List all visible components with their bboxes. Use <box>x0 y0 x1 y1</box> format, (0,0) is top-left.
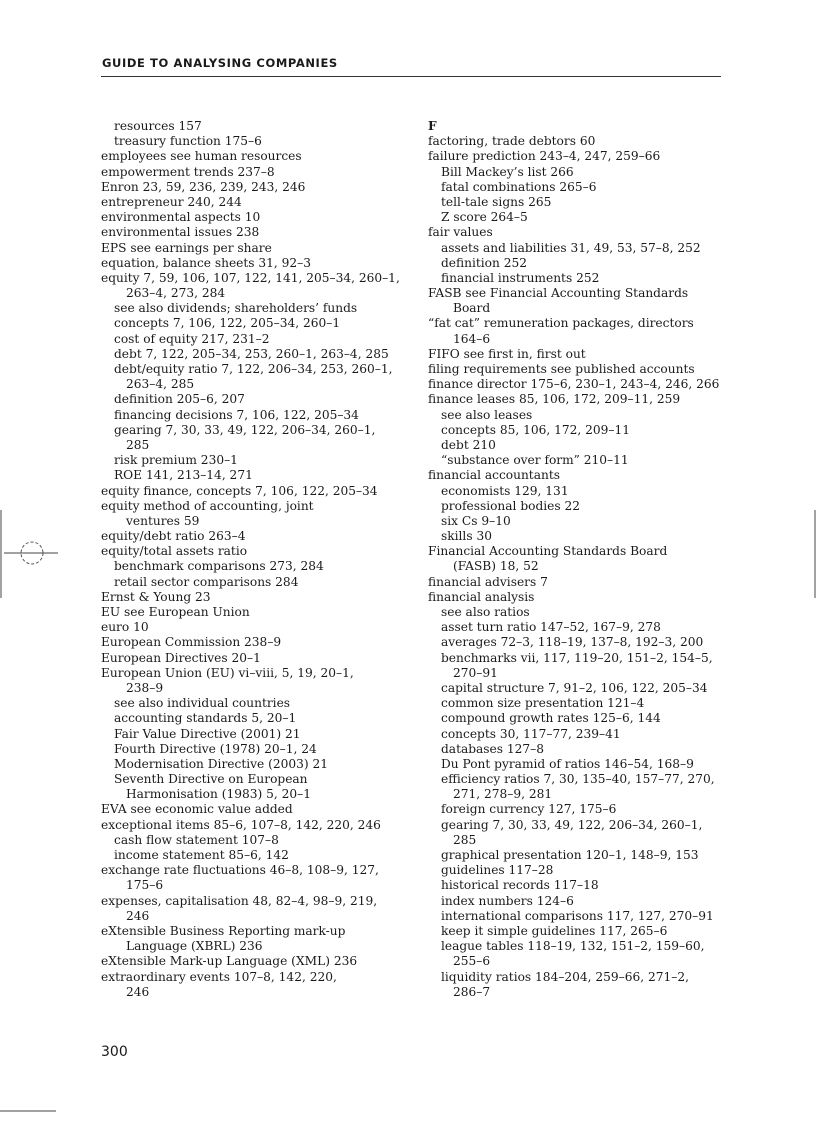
index-entry: treasury function 175–6 <box>114 134 262 149</box>
index-entry: 285 <box>453 832 477 847</box>
index-entry: environmental aspects 10 <box>101 210 261 225</box>
index-entry: eXtensible Business Reporting mark-up <box>101 923 346 938</box>
index-entry: concepts 85, 106, 172, 209–11 <box>441 422 631 437</box>
index-entry: asset turn ratio 147–52, 167–9, 278 <box>441 620 661 635</box>
index-entry: expenses, capitalisation 48, 82–4, 98–9, 219, <box>101 893 378 908</box>
index-entry: compound growth rates 125–6, 144 <box>441 711 661 726</box>
index-entry: EVA see economic value added <box>101 802 293 817</box>
index-entry: risk premium 230–1 <box>114 453 238 468</box>
index-entry: 255–6 <box>453 954 491 969</box>
index-entry: 270–91 <box>453 665 498 680</box>
index-entry: see also ratios <box>441 605 530 619</box>
index-entry: graphical presentation 120–1, 148–9, 153 <box>441 848 699 862</box>
index-entry: league tables 118–19, 132, 151–2, 159–60, <box>441 939 705 954</box>
index-entry: Modernisation Directive (2003) 21 <box>114 756 328 771</box>
index-entry: resources 157 <box>114 119 202 133</box>
index-entry: concepts 7, 106, 122, 205–34, 260–1 <box>114 316 341 331</box>
index-entry: Du Pont pyramid of ratios 146–54, 168–9 <box>441 756 694 771</box>
index-entry: averages 72–3, 118–19, 137–8, 192–3, 200 <box>441 635 704 650</box>
index-entry: definition 205–6, 207 <box>114 392 245 407</box>
index-entry: Bill Mackey’s list 266 <box>441 164 574 179</box>
index-entry: ROE 141, 213–14, 271 <box>114 468 253 483</box>
index-entry: index numbers 124–6 <box>441 893 574 908</box>
index-entry: Language (XBRL) 236 <box>126 939 263 954</box>
index-entry: environmental issues 238 <box>101 225 260 240</box>
index-entry: EPS see earnings per share <box>101 240 272 255</box>
page-number: 300 <box>101 1044 128 1060</box>
index-entry: income statement 85–6, 142 <box>114 848 289 862</box>
index-entry: finance leases 85, 106, 172, 209–11, 259 <box>428 392 681 407</box>
index-entry: six Cs 9–10 <box>441 513 511 528</box>
index-entry: factoring, trade debtors 60 <box>428 134 596 149</box>
index-entry: equity 7, 59, 106, 107, 122, 141, 205–34, 260–1, <box>101 270 400 285</box>
index-entry: gearing 7, 30, 33, 49, 122, 206–34, 260–1, <box>441 817 703 832</box>
index-entry: 285 <box>126 437 150 452</box>
running-header: GUIDE TO ANALYSING COMPANIES <box>102 56 338 70</box>
index-entry: foreign currency 127, 175–6 <box>441 802 617 817</box>
index-entry: financial instruments 252 <box>441 270 600 285</box>
index-entry: EU see European Union <box>101 605 250 619</box>
index-entry: Fair Value Directive (2001) 21 <box>114 726 301 741</box>
index-entry: common size presentation 121–4 <box>441 696 645 711</box>
header-rule <box>101 76 721 77</box>
index-entry: finance director 175–6, 230–1, 243–4, 246, 266 <box>428 377 720 392</box>
index-entry: economists 129, 131 <box>441 483 569 498</box>
index-entry: fair values <box>428 225 493 240</box>
index-entry: tell-tale signs 265 <box>441 194 552 209</box>
index-entry: gearing 7, 30, 33, 49, 122, 206–34, 260–1, <box>114 422 376 437</box>
index-entry: debt/equity ratio 7, 122, 206–34, 253, 260–1, <box>114 362 393 376</box>
index-entry: financial analysis <box>428 589 535 604</box>
index-column-left <box>101 119 401 1000</box>
index-entry: filing requirements see published accounts <box>428 362 695 376</box>
index-entry: equity finance, concepts 7, 106, 122, 205–34 <box>101 483 378 498</box>
index-entry: debt 7, 122, 205–34, 253, 260–1, 263–4, 285 <box>114 346 389 361</box>
index-entry: capital structure 7, 91–2, 106, 122, 205–34 <box>441 680 708 695</box>
index-entry: keep it simple guidelines 117, 265–6 <box>441 923 668 938</box>
index-entry: professional bodies 22 <box>441 498 581 513</box>
index-entry: equity/total assets ratio <box>101 544 248 559</box>
index-entry: financing decisions 7, 106, 122, 205–34 <box>114 407 359 422</box>
index-entry: cash flow statement 107–8 <box>114 832 279 847</box>
index-entry: cost of equity 217, 231–2 <box>114 331 270 346</box>
index-entry: euro 10 <box>101 620 149 635</box>
index-entry: see also individual countries <box>114 696 291 711</box>
index-entry: benchmark comparisons 273, 284 <box>114 559 324 574</box>
index-entry: 164–6 <box>453 331 491 346</box>
index-entry: failure prediction 243–4, 247, 259–66 <box>428 149 661 164</box>
index-entry: (FASB) 18, 52 <box>453 559 539 574</box>
index-entry: debt 210 <box>441 437 496 452</box>
index-entry: European Directives 20–1 <box>101 650 261 665</box>
crop-mark-bottom-left <box>0 1108 60 1120</box>
index-entry: financial accountants <box>428 468 560 483</box>
index-entry: see also leases <box>441 407 533 422</box>
index-entry: efficiency ratios 7, 30, 135–40, 157–77, 270, <box>441 772 715 787</box>
index-entry: 263–4, 285 <box>126 377 195 392</box>
registration-mark <box>0 510 60 600</box>
index-entry: eXtensible Mark-up Language (XML) 236 <box>101 954 358 969</box>
index-entry: Harmonisation (1983) 5, 20–1 <box>126 787 311 802</box>
index-entry: skills 30 <box>441 529 492 544</box>
index-entry: benchmarks vii, 117, 119–20, 151–2, 154–5, <box>441 650 713 665</box>
index-entry: exchange rate fluctuations 46–8, 108–9, 127, <box>101 863 379 878</box>
index-entry: definition 252 <box>441 255 528 270</box>
index-entry: equity method of accounting, joint <box>101 498 314 513</box>
index-entry: international comparisons 117, 127, 270–91 <box>441 908 714 923</box>
index-entry: financial advisers 7 <box>428 574 548 589</box>
index-entry: Fourth Directive (1978) 20–1, 24 <box>114 741 317 756</box>
index-entry: liquidity ratios 184–204, 259–66, 271–2, <box>441 969 690 984</box>
index-entry: extraordinary events 107–8, 142, 220, <box>101 969 337 984</box>
index-entry: exceptional items 85–6, 107–8, 142, 220, 246 <box>101 817 381 832</box>
index-section-letter: F <box>428 119 437 133</box>
index-entry: accounting standards 5, 20–1 <box>114 711 297 726</box>
index-entry: retail sector comparisons 284 <box>114 574 299 589</box>
index-entry: employees see human resources <box>101 149 302 164</box>
index-entry: 246 <box>126 908 150 923</box>
index-entry: 246 <box>126 984 150 999</box>
index-entry: “substance over form” 210–11 <box>441 453 629 468</box>
index-entry: databases 127–8 <box>441 741 545 756</box>
index-entry: Financial Accounting Standards Board <box>428 544 668 559</box>
index-entry: 263–4, 273, 284 <box>126 286 226 301</box>
index-entry: Enron 23, 59, 236, 239, 243, 246 <box>101 179 306 194</box>
index-entry: see also dividends; shareholders’ funds <box>114 301 358 316</box>
index-entry: “fat cat” remuneration packages, directors <box>428 316 694 331</box>
index-entry: historical records 117–18 <box>441 878 599 893</box>
index-entry: concepts 30, 117–77, 239–41 <box>441 726 621 741</box>
index-entry: FIFO see first in, first out <box>428 346 586 361</box>
index-entry: equity/debt ratio 263–4 <box>101 529 246 544</box>
index-entry: entrepreneur 240, 244 <box>101 194 242 209</box>
index-entry: FASB see Financial Accounting Standards <box>428 286 689 301</box>
index-entry: Seventh Directive on European <box>114 772 308 787</box>
index-entry: Board <box>453 301 491 316</box>
index-entry: 238–9 <box>126 680 164 695</box>
index-entry: 286–7 <box>453 984 491 999</box>
crop-mark-right <box>812 510 816 600</box>
index-entry: equation, balance sheets 31, 92–3 <box>101 255 312 270</box>
index-entry: Ernst & Young 23 <box>101 589 211 604</box>
index-entry: 175–6 <box>126 878 164 893</box>
index-entry: 271, 278–9, 281 <box>453 787 553 802</box>
index-entry: fatal combinations 265–6 <box>441 179 597 194</box>
index-entry: assets and liabilities 31, 49, 53, 57–8, 252 <box>441 240 701 255</box>
index-column-right <box>428 119 728 1000</box>
index-entry: European Union (EU) vi–viii, 5, 19, 20–1, <box>101 665 354 680</box>
index-entry: guidelines 117–28 <box>441 863 554 878</box>
index-entry: empowerment trends 237–8 <box>101 164 275 179</box>
index-entry: European Commission 238–9 <box>101 635 282 650</box>
index-entry: Z score 264–5 <box>441 210 528 225</box>
index-entry: ventures 59 <box>126 513 200 528</box>
